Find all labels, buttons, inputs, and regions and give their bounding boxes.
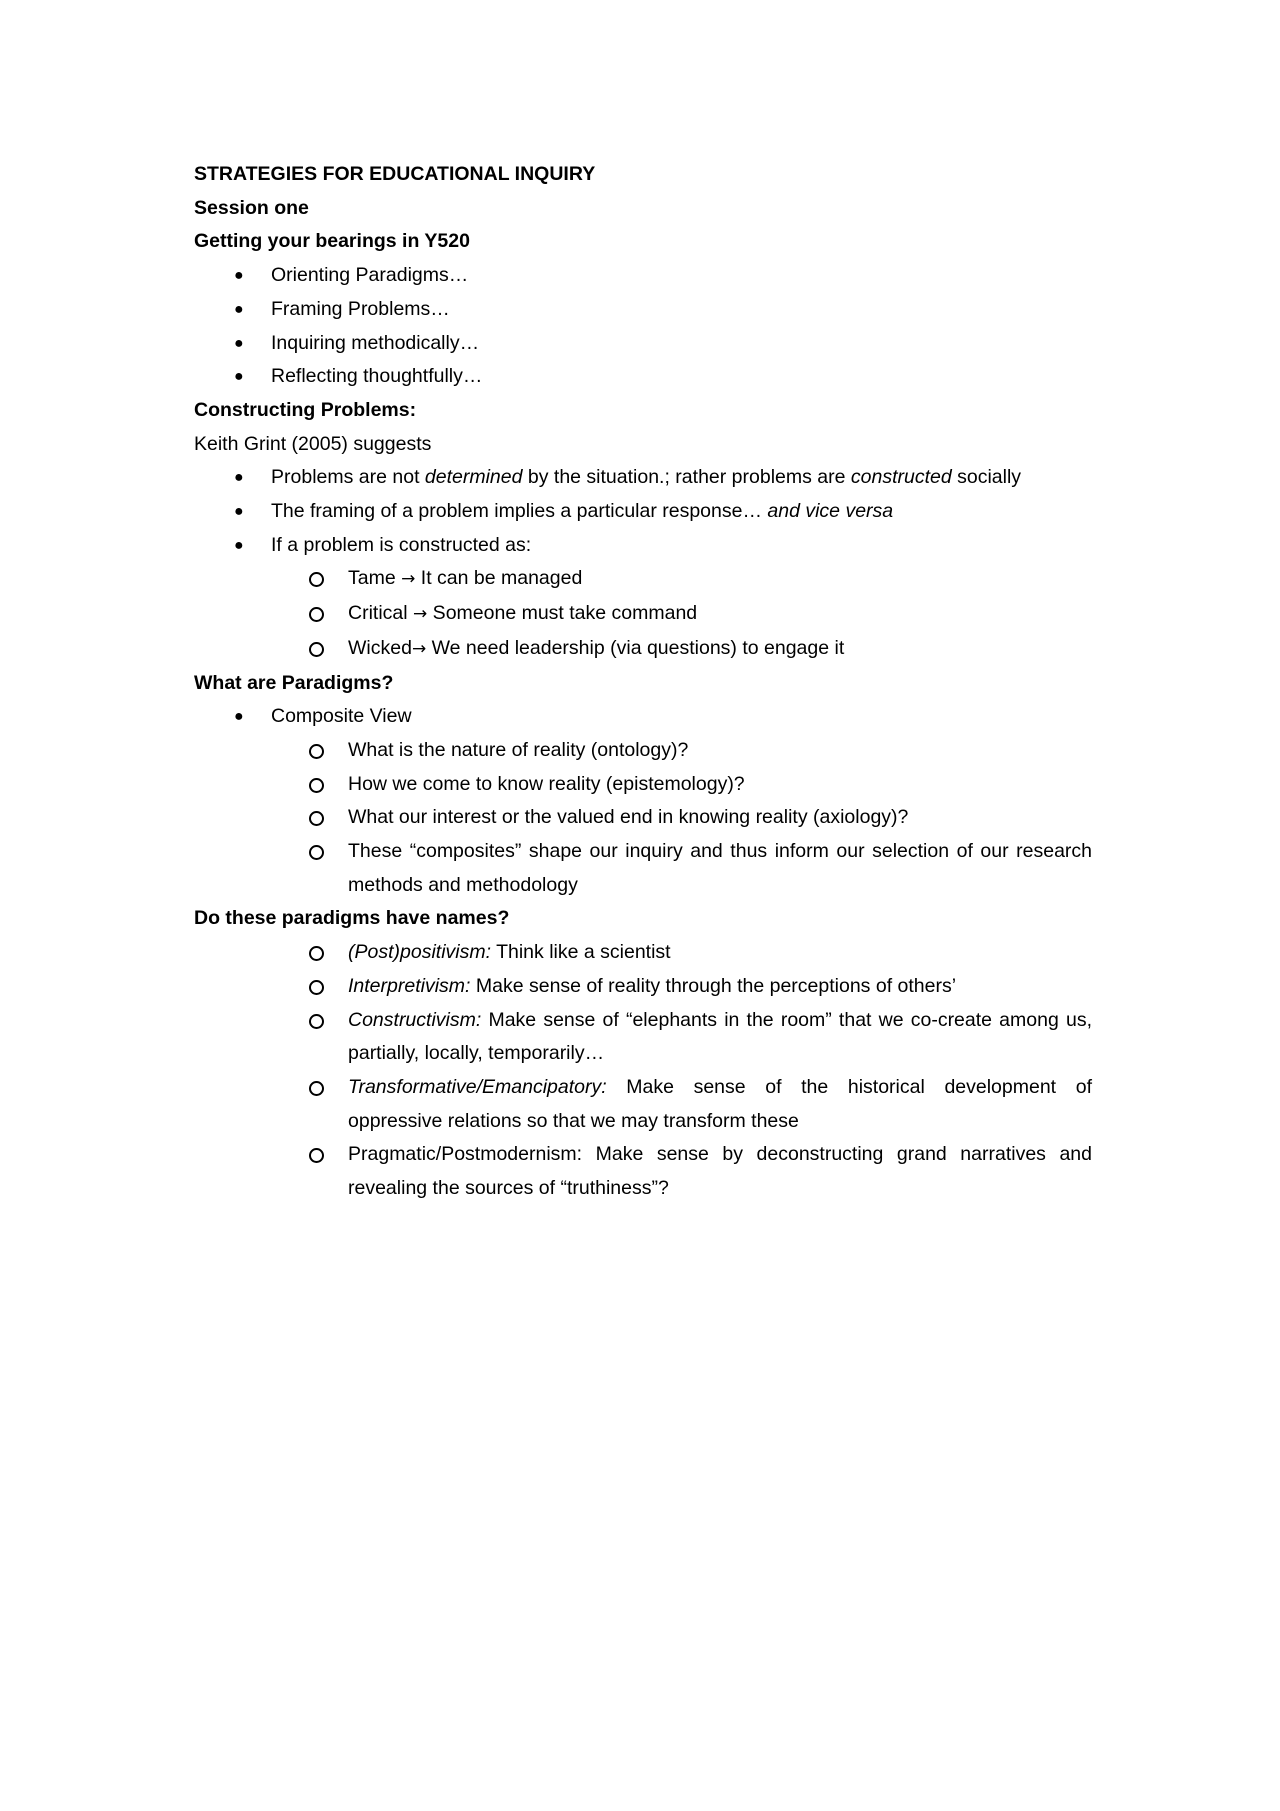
- circle-bullet-icon: [309, 811, 324, 826]
- document-title: STRATEGIES FOR EDUCATIONAL INQUIRY: [194, 163, 596, 185]
- bullet-icon: ●: [234, 536, 244, 554]
- bullet-icon: ●: [234, 300, 244, 318]
- section-heading-constructing: Constructing Problems:: [194, 398, 417, 421]
- circle-bullet-icon: [309, 778, 324, 793]
- section-heading-paradigms: What are Paradigms?: [194, 671, 394, 694]
- bullet-icon: ●: [234, 503, 244, 521]
- list-item: ● Reflecting thoughtfully…: [194, 360, 1092, 394]
- list-item: ● The framing of a problem implies a particular response… and vice versa: [194, 495, 1092, 529]
- list-item: Interpretivism: Make sense of reality through the perceptions of others’: [309, 970, 1092, 1004]
- arrow-right-icon: →: [413, 604, 428, 625]
- list-item: ● Inquiring methodically…: [194, 327, 1092, 361]
- section-heading-bearings: Getting your bearings in Y520: [194, 230, 470, 253]
- bullet-icon: ●: [234, 708, 244, 726]
- grint-intro: Keith Grint (2005) suggests: [194, 432, 432, 455]
- list-item: Wicked→ We need leadership (via questions) to engage it: [309, 632, 1092, 667]
- circle-bullet-icon: [309, 642, 324, 657]
- arrow-right-icon: →: [411, 638, 427, 659]
- document-page: [194, 158, 1092, 1206]
- list-item: What is the nature of reality (ontology)?: [309, 734, 1092, 768]
- list-item: What our interest or the valued end in knowing reality (axiology)?: [309, 801, 1092, 835]
- circle-bullet-icon: [309, 845, 324, 860]
- list-item: These “composites” shape our inquiry and thus inform our selection of our research methods and methodology: [309, 835, 1092, 902]
- list-item: ● Composite View: [194, 700, 1092, 734]
- list-item: Tame → It can be managed: [309, 562, 1092, 597]
- paradigm-names-list: [194, 936, 1092, 1206]
- circle-bullet-icon: [309, 1014, 324, 1029]
- list-item: Constructivism: Make sense of “elephants in the room” that we co-create among us, partially, locally, temporarily…: [309, 1004, 1092, 1071]
- bullet-icon: ●: [234, 334, 244, 352]
- circle-bullet-icon: [309, 980, 324, 995]
- composite-view-list: [194, 734, 1092, 903]
- list-item: ● If a problem is constructed as:: [194, 529, 1092, 563]
- section-heading-names: Do these paradigms have names?: [194, 907, 510, 930]
- list-item: ● Framing Problems…: [194, 293, 1092, 327]
- list-item: ● Orienting Paradigms…: [194, 259, 1092, 293]
- session-heading: Session one: [194, 196, 309, 219]
- bullet-icon: ●: [234, 267, 244, 285]
- paradigms-list: [194, 700, 1092, 734]
- circle-bullet-icon: [309, 607, 324, 622]
- circle-bullet-icon: [309, 744, 324, 759]
- list-item: (Post)positivism: Think like a scientist: [309, 936, 1092, 970]
- constructing-list: [194, 461, 1092, 562]
- circle-bullet-icon: [309, 1081, 324, 1096]
- circle-bullet-icon: [309, 572, 324, 587]
- problem-types-list: [194, 562, 1092, 666]
- list-item: Transformative/Emancipatory: Make sense of the historical development of oppressive relations so that we may transform these: [309, 1071, 1092, 1138]
- list-item: ● Problems are not determined by the situation.; rather problems are constructed socially: [194, 461, 1092, 495]
- bullet-icon: ●: [234, 469, 244, 487]
- circle-bullet-icon: [309, 946, 324, 961]
- bullet-icon: ●: [234, 368, 244, 386]
- bearings-list: [194, 259, 1092, 394]
- list-item: How we come to know reality (epistemology)?: [309, 768, 1092, 802]
- list-item: Pragmatic/Postmodernism: Make sense by deconstructing grand narratives and revealing the sources of “truthiness”?: [309, 1138, 1092, 1205]
- arrow-right-icon: →: [401, 569, 416, 590]
- circle-bullet-icon: [309, 1148, 324, 1163]
- list-item: Critical → Someone must take command: [309, 597, 1092, 632]
